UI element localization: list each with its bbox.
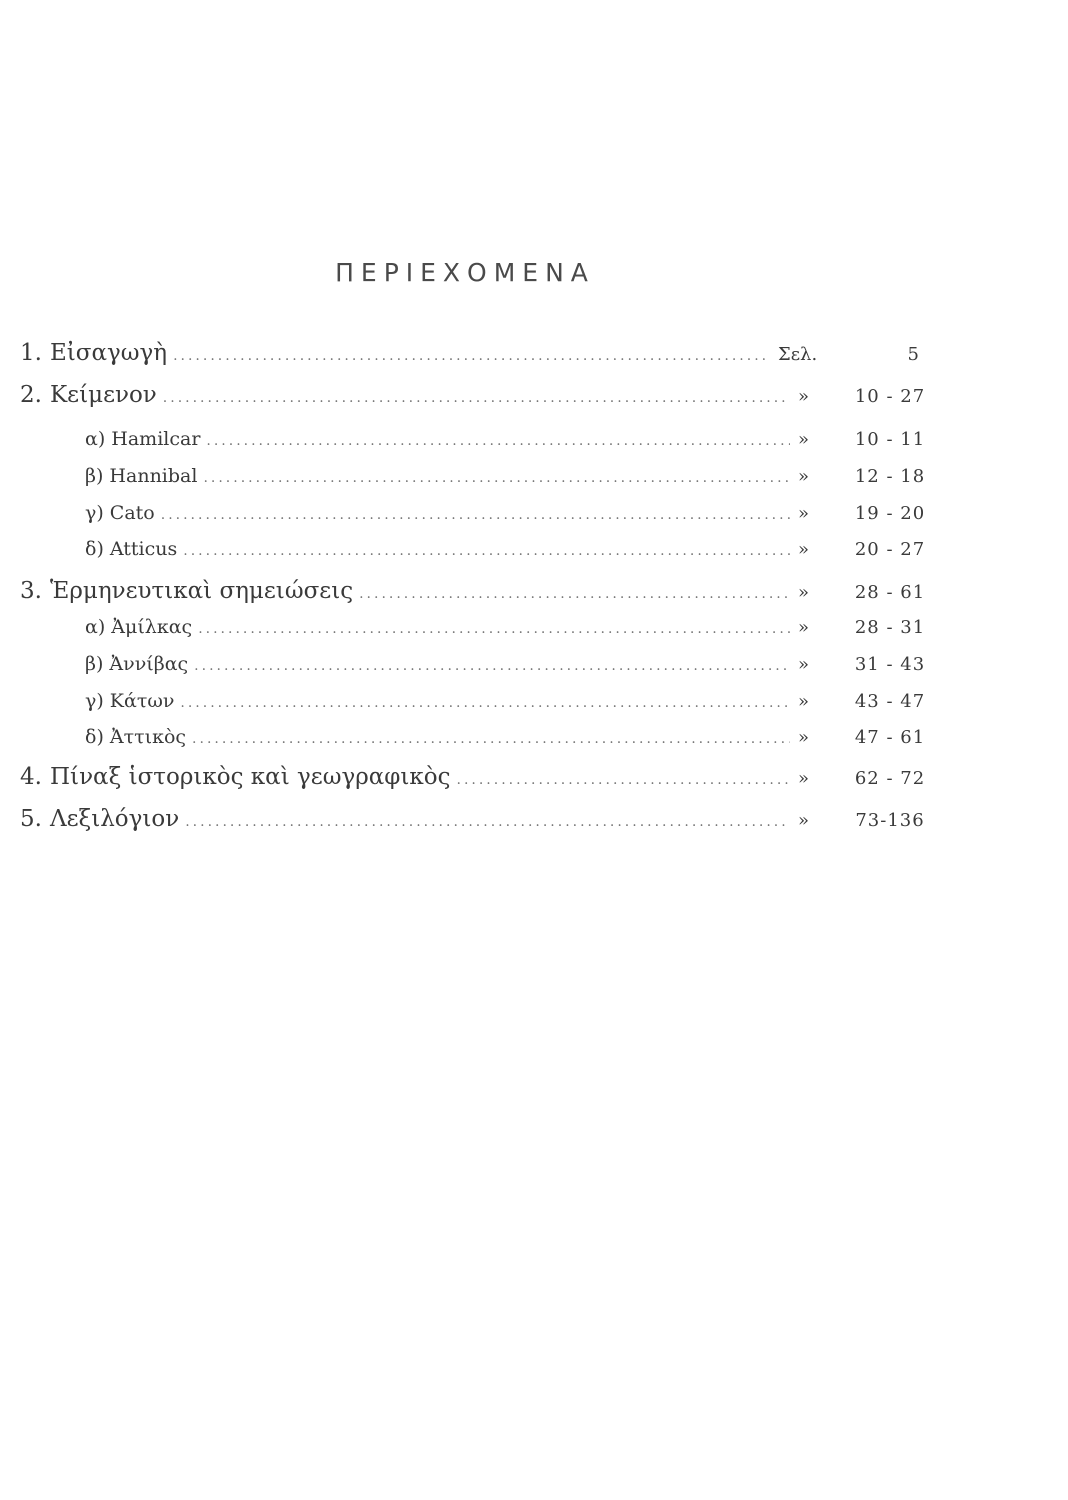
toc-subentry-3c <box>20 690 940 726</box>
toc-entry-label: Πίναξ ἱστορικὸς καὶ γεωγραφικὸς <box>50 764 451 790</box>
dot-leader <box>359 586 790 602</box>
toc-ditto-mark: » <box>798 539 810 560</box>
toc-ditto-mark: » <box>798 727 810 748</box>
toc-ditto-mark: » <box>798 691 810 712</box>
toc-entry-2 <box>20 382 940 418</box>
toc-page-range: 73-136 <box>855 810 925 831</box>
page-title: ΠΕΡΙΕΧΟΜΕΝΑ <box>335 258 595 287</box>
toc-page-range: 20 - 27 <box>854 539 926 560</box>
toc-page-range: 62 - 72 <box>854 768 926 789</box>
dot-leader <box>194 658 790 674</box>
toc-entry-label: δ) Ἀττικὸς <box>85 726 187 748</box>
toc-entry-label: Εἰσαγωγὴ <box>50 340 168 366</box>
toc-entry-label: γ) Cato <box>85 502 155 524</box>
toc-page-prefix: Σελ. <box>778 344 818 365</box>
toc-ditto-mark: » <box>798 386 810 407</box>
toc-entry-label: δ) Atticus <box>85 538 178 560</box>
toc-ditto-mark: » <box>798 429 810 450</box>
toc-ditto-mark: » <box>798 617 810 638</box>
toc-entry-label: α) Ἀμίλκας <box>85 616 193 638</box>
toc-ditto-mark: » <box>798 768 810 789</box>
toc-subentry-3a <box>20 616 940 652</box>
toc-entry-label: γ) Κάτων <box>85 690 175 712</box>
toc-page-range: 28 - 61 <box>854 582 926 603</box>
toc-subentry-2d <box>20 538 940 574</box>
toc-ditto-mark: » <box>798 503 810 524</box>
toc-entry-label: Λεξιλόγιον <box>50 806 180 832</box>
toc-entry-label: β) Ἀννίβας <box>85 653 189 675</box>
toc-subentry-2c <box>20 502 940 538</box>
toc-page-range: 19 - 20 <box>854 503 926 524</box>
toc-entry-number: 5. <box>20 806 42 832</box>
dot-leader <box>180 695 790 711</box>
toc-page-range: 28 - 31 <box>854 617 926 638</box>
toc-subentry-3d <box>20 726 940 762</box>
toc-entry-3 <box>20 578 940 614</box>
toc-entry-label: α) Hamilcar <box>85 428 201 450</box>
dot-leader <box>203 470 790 486</box>
toc-entry-label: β) Hannibal <box>85 465 198 487</box>
toc-page-range: 12 - 18 <box>854 466 926 487</box>
dot-leader <box>206 433 790 449</box>
toc-ditto-mark: » <box>798 466 810 487</box>
toc-entry-4 <box>20 764 940 800</box>
toc-ditto-mark: » <box>798 654 810 675</box>
toc-subentry-2b <box>20 465 940 501</box>
toc-page-range: 47 - 61 <box>854 727 926 748</box>
toc-ditto-mark: » <box>798 582 810 603</box>
toc-entry-label: Κείμενον <box>50 382 157 408</box>
toc-ditto-mark: » <box>798 810 810 831</box>
dot-leader <box>185 814 790 830</box>
toc-entry-5 <box>20 806 940 842</box>
toc-subentry-2a <box>20 428 940 464</box>
dot-leader <box>163 390 790 406</box>
dot-leader <box>192 731 790 747</box>
dot-leader <box>173 348 770 364</box>
toc-page-range: 31 - 43 <box>854 654 926 675</box>
dot-leader <box>161 507 790 523</box>
toc-page-range: 5 <box>907 344 920 365</box>
toc-entry-1 <box>20 340 940 376</box>
toc-entry-label: Ἑρμηνευτικαὶ σημειώσεις <box>50 578 354 604</box>
toc-entry-number: 4. <box>20 764 42 790</box>
toc-page-range: 10 - 11 <box>854 429 926 450</box>
toc-page-range: 10 - 27 <box>854 386 926 407</box>
toc-entry-number: 2. <box>20 382 42 408</box>
dot-leader <box>183 543 790 559</box>
toc-subentry-3b <box>20 653 940 689</box>
dot-leader <box>198 621 790 637</box>
toc-entry-number: 1. <box>20 340 42 366</box>
dot-leader <box>457 772 791 788</box>
toc-page-range: 43 - 47 <box>854 691 926 712</box>
toc-entry-number: 3. <box>20 578 42 604</box>
